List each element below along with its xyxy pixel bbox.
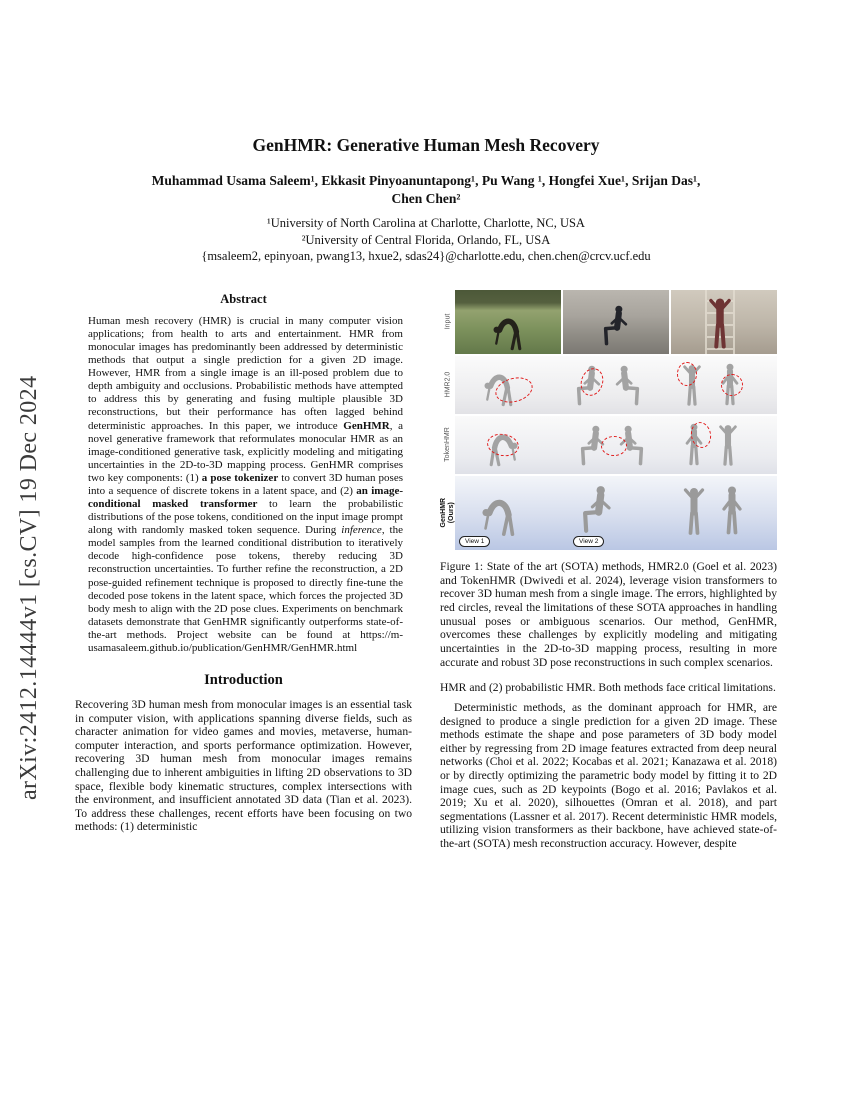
mesh-figure (609, 364, 649, 408)
introduction-heading: Introduction (204, 671, 283, 688)
right-column-paragraph-2: Deterministic methods, as the dominant approach for HMR, are designed to produce a single prediction for a given 2D image. These methods estimate the shape and pose parameters of 3D body model either by regressing from 2D image features extracted from deep neural networks (Choi et al. 2022; Kocabas et al. 2021; Kanazawa et al. 2018) or by directly optimizing the parametric body model by fitting it to 2D image cues, such as 2D keypoints (Bogo et al. 2016; Pavlakos et al. 2019; Xu et al. 2020), silhouettes (Omran et al. 2018), and part segmentations (Lassner et al. 2017). Recent deterministic HMR models, utilizing vision transformers as their backbone, have achieved state-of-the-art (SOTA) mesh reconstruction accuracy. However, despite (440, 700, 777, 851)
paper-header (75, 135, 777, 264)
figure1 (440, 290, 777, 669)
abstract-heading: Abstract (220, 291, 267, 306)
figure1-row-tokenhmr (440, 416, 777, 474)
figure1-input-photo-1 (455, 290, 561, 354)
mesh-figure (467, 490, 531, 538)
figure1-label-hmr20: HMR2.0 (444, 372, 451, 398)
figure1-label-genhmr (440, 476, 455, 550)
authors-line-2: Chen Chen² (391, 191, 461, 207)
abstract-italic-inference: inference (341, 524, 382, 537)
figure1-row-genhmr (440, 476, 777, 550)
author-emails: {msaleem2, epinyoan, pwang13, hxue2, sdas24}@charlotte.edu, chen.chen@crcv.ucf.edu (201, 248, 651, 263)
view-1-badge: View 1 (459, 536, 490, 547)
project-website-link[interactable]: https://m-usamasaleem.github.io/publication/GenHMR/GenHMR.html (88, 628, 403, 654)
arxiv-watermark: arXiv:2412.14444v1 [cs.CV] 19 Dec 2024 (16, 375, 42, 800)
authors-line-1: Muhammad Usama Saleem¹, Ekkasit Pinyoanuntapong¹, Pu Wang ¹, Hongfei Xue¹, Srijan Das¹, (151, 173, 701, 188)
mesh-figure (679, 482, 709, 540)
error-highlight-circle (721, 374, 743, 396)
abstract-text (75, 315, 412, 655)
mesh-figure (715, 421, 741, 469)
figure1-label-input: Input (444, 314, 452, 330)
abstract-segment: to convert 3D human poses into a sequence of discrete tokens in a latent space, and (2) (88, 471, 403, 497)
figure1-input-photo-3 (671, 290, 777, 354)
abstract-bold-masked-transformer: an image-conditional masked transformer (88, 484, 403, 511)
abstract-bold-pose-tokenizer: a pose tokenizer (201, 471, 279, 484)
person-silhouette (704, 296, 736, 350)
abstract-segment: , the model samples from the learned conditional distribution to iteratively decode high-confidence pose tokens, thereby reducing 3D reconstruction uncertainties. To further refine the reconstruction, a 2D pose-guided refinement technique is proposed to directly fine-tune the decoded pose tokens in the latent space, which forces the projected 3D body mesh to align with the 2D pose clues. Experiments on benchmark datasets demonstrate that GenHMR significantly outperforms state-of-the-art methods. Project website can be found at (88, 524, 403, 641)
mesh-figure (717, 482, 747, 540)
figure1-label-tokenhmr: TokenHMR (444, 427, 451, 463)
abstract-segment: to learn the probabilistic distributions of the pose tokens, conditioned on the input image prompt along with randomly masked token sequence. During (88, 498, 403, 537)
affiliations (75, 215, 777, 248)
affiliation-1: ¹University of North Carolina at Charlotte, Charlotte, NC, USA (267, 216, 585, 231)
error-highlight-circle (677, 362, 697, 386)
abstract-segment: , a novel generative framework that reformulates monocular HMR as an image-conditioned generative task, explicitly modeling and mitigating uncertainties in the 2D-to-3D mapping process. GenHMR comprises two key components: (1) (88, 419, 404, 484)
abstract-segment: Human mesh recovery (HMR) is crucial in many computer vision applications; from health to arts and entertainment. HMR from monocular images has predominantly been addressed by deterministic methods that output a single prediction for a given 2D image. However, HMR from a single image is an ill-posed problem due to depth ambiguity and occlusions. Probabilistic methods have attempted to address this by generating and fusing multiple plausible 3D reconstructions, but their performance has often lagged behind deterministic approaches. In this paper, we introduce (88, 314, 403, 432)
introduction-paragraph: Recovering 3D human mesh from monocular images is an essential task in computer vision, with applications spanning diverse fields, such as character animation for video games and movies, metaverse, human-computer interaction, and sports performance optimization. However, recovering 3D human mesh from monocular images remains challenging due to inherent ambiguities in lifting 2D observations to 3D space, flexible body kinematic structures, complex intersections with the environment, and insufficient annotated 3D data (Tian et al. 2023). To address these challenges, recent efforts have been focusing on two methods: (1) deterministic (75, 697, 412, 834)
error-highlight-circle (601, 436, 627, 456)
author-list (75, 172, 777, 208)
right-column (440, 290, 777, 857)
figure1-caption: Figure 1: State of the art (SOTA) methods, HMR2.0 (Goel et al. 2023) and TokenHMR (Dwivedi et al. 2024), leverage vision transformers to recover 3D human mesh from a single image. The errors, highlighted by red circles, reveal the limitations of these SOTA approaches in handling unusual poses or ambiguous scenarios. Our method, GenHMR, overcomes these challenges by explicitly modeling and mitigating uncertainties in the 2D-to-3D mapping process, resulting in more accurate and robust 3D pose reconstructions in such complex scenarios. (440, 559, 777, 669)
mesh-figure (571, 484, 619, 536)
paper-title: GenHMR: Generative Human Mesh Recovery (252, 135, 600, 155)
left-column (75, 290, 412, 840)
figure1-row-input (440, 290, 777, 354)
figure1-row-hmr20 (440, 356, 777, 414)
person-silhouette (479, 310, 537, 352)
figure1-label-genhmr-line1: GenHMR (439, 498, 447, 528)
figure1-label-genhmr-line2: (Ours) (447, 502, 455, 524)
abstract-bold-genhmr: GenHMR (343, 419, 390, 432)
figure1-image (440, 290, 777, 550)
figure1-input-photo-2 (563, 290, 669, 354)
affiliation-2: ²University of Central Florida, Orlando, FL, USA (301, 232, 551, 247)
content-columns (75, 290, 777, 857)
view-2-badge: View 2 (573, 536, 604, 547)
person-silhouette (591, 304, 637, 348)
right-column-paragraph-1: HMR and (2) probabilistic HMR. Both methods face critical limitations. (440, 681, 776, 695)
